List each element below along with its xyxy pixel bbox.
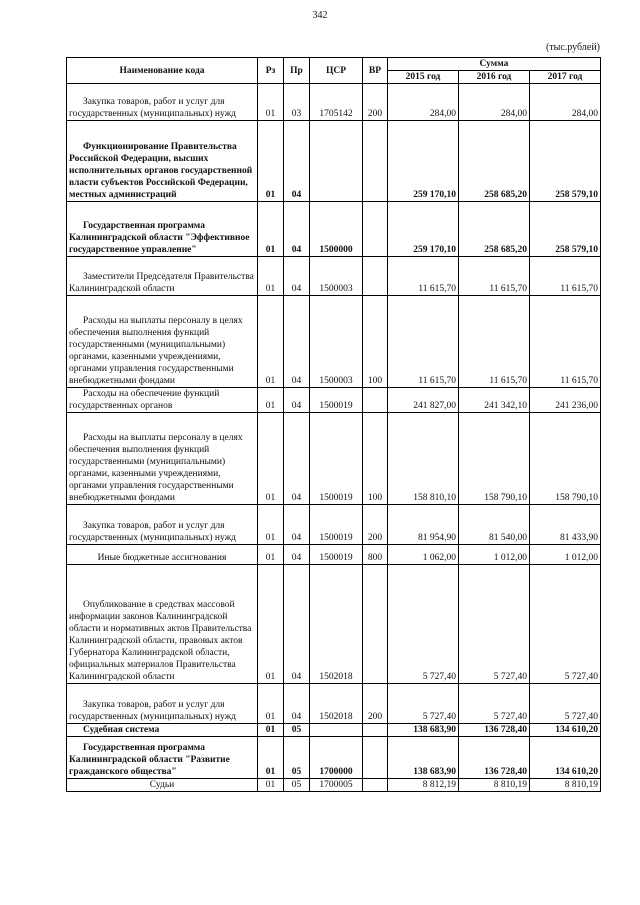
table-row (67, 388, 601, 413)
row-rz: 01 (258, 413, 284, 505)
row-vr (363, 121, 388, 202)
row-2015: 81 954,90 (388, 505, 459, 545)
row-pr: 04 (284, 296, 310, 388)
row-vr: 200 (363, 505, 388, 545)
row-2017: 5 727,40 (530, 684, 601, 724)
row-2017: 81 433,90 (530, 505, 601, 545)
row-name: Заместители Председателя Правительства Калининградской области (67, 257, 258, 296)
row-csr: 1502018 (310, 565, 363, 684)
row-name: Иные бюджетные ассигнования (67, 545, 258, 565)
row-name: Расходы на выплаты персоналу в целях обеспечения выполнения функций государственными (муниципальными) органами, казенными учреждениями, органами управления государственными внебюджетными фондами (67, 413, 258, 505)
row-2015: 259 170,10 (388, 202, 459, 257)
header-2015: 2015 год (388, 71, 459, 84)
row-2015: 138 683,90 (388, 724, 459, 737)
row-vr (363, 724, 388, 737)
row-2017: 1 012,00 (530, 545, 601, 565)
row-pr: 04 (284, 121, 310, 202)
row-2015: 11 615,70 (388, 257, 459, 296)
row-rz: 01 (258, 296, 284, 388)
row-pr: 04 (284, 505, 310, 545)
row-2017: 134 610,20 (530, 737, 601, 779)
row-csr: 1500019 (310, 413, 363, 505)
row-rz: 01 (258, 84, 284, 121)
table-row (67, 684, 601, 724)
row-2015: 5 727,40 (388, 565, 459, 684)
row-pr: 03 (284, 84, 310, 121)
row-name: Судебная система (67, 724, 258, 737)
row-vr (363, 202, 388, 257)
row-2017: 241 236,00 (530, 388, 601, 413)
row-csr (310, 724, 363, 737)
row-vr (363, 565, 388, 684)
table-row (67, 737, 601, 779)
table-row (67, 505, 601, 545)
row-2016: 11 615,70 (459, 296, 530, 388)
row-name: Функционирование Правительства Российской Федерации, высших исполнительных органов государственной власти субъектов Российской Федерации, местных администраций (67, 121, 258, 202)
table-row (67, 84, 601, 121)
row-rz: 01 (258, 565, 284, 684)
row-2017: 8 810,19 (530, 779, 601, 792)
units-label: (тыс.рублей) (545, 42, 600, 53)
row-2015: 8 812,19 (388, 779, 459, 792)
row-2016: 284,00 (459, 84, 530, 121)
row-2015: 158 810,10 (388, 413, 459, 505)
row-rz: 01 (258, 779, 284, 792)
row-2017: 258 579,10 (530, 121, 601, 202)
header-vr: ВР (363, 58, 388, 84)
table-row (67, 257, 601, 296)
row-2016: 11 615,70 (459, 257, 530, 296)
row-csr: 1700005 (310, 779, 363, 792)
row-csr (310, 121, 363, 202)
row-2016: 81 540,00 (459, 505, 530, 545)
row-2016: 136 728,40 (459, 737, 530, 779)
row-2016: 258 685,20 (459, 202, 530, 257)
budget-table (66, 57, 601, 792)
row-name: Судьи (67, 779, 258, 792)
row-2017: 258 579,10 (530, 202, 601, 257)
row-csr: 1500003 (310, 257, 363, 296)
row-2017: 134 610,20 (530, 724, 601, 737)
header-sum: Сумма (388, 58, 601, 71)
row-csr: 1500003 (310, 296, 363, 388)
row-name: Расходы на выплаты персоналу в целях обеспечения выполнения функций государственными (муниципальными) органами, казенными учреждениями, органами управления государственными внебюджетными фондами (67, 296, 258, 388)
row-rz: 01 (258, 121, 284, 202)
row-name: Расходы на обеспечение функций государственных органов (67, 388, 258, 413)
row-pr: 05 (284, 779, 310, 792)
row-pr: 04 (284, 413, 310, 505)
row-vr (363, 388, 388, 413)
row-vr: 100 (363, 296, 388, 388)
row-2015: 11 615,70 (388, 296, 459, 388)
table-row (67, 296, 601, 388)
row-pr: 04 (284, 545, 310, 565)
table-row (67, 121, 601, 202)
row-name: Закупка товаров, работ и услуг для государственных (муниципальных) нужд (67, 505, 258, 545)
row-pr: 04 (284, 684, 310, 724)
table-row (67, 779, 601, 792)
row-vr: 200 (363, 684, 388, 724)
row-2016: 5 727,40 (459, 565, 530, 684)
row-vr (363, 737, 388, 779)
row-vr (363, 779, 388, 792)
row-name: Государственная программа Калининградской области "Развитие гражданского общества" (67, 737, 258, 779)
row-rz: 01 (258, 684, 284, 724)
header-name: Наименование кода (67, 58, 258, 84)
row-2015: 241 827,00 (388, 388, 459, 413)
row-2017: 284,00 (530, 84, 601, 121)
row-csr: 1700000 (310, 737, 363, 779)
row-2015: 5 727,40 (388, 684, 459, 724)
table-row (67, 202, 601, 257)
table-row (67, 413, 601, 505)
page-number: 342 (312, 10, 328, 21)
row-rz: 01 (258, 724, 284, 737)
row-csr: 1500000 (310, 202, 363, 257)
row-rz: 01 (258, 202, 284, 257)
row-2016: 241 342,10 (459, 388, 530, 413)
header-pr: Пр (284, 58, 310, 84)
row-2015: 1 062,00 (388, 545, 459, 565)
row-2016: 1 012,00 (459, 545, 530, 565)
row-2016: 136 728,40 (459, 724, 530, 737)
row-2017: 5 727,40 (530, 565, 601, 684)
header-rz: Рз (258, 58, 284, 84)
row-csr: 1500019 (310, 388, 363, 413)
row-csr: 1705142 (310, 84, 363, 121)
table-row (67, 565, 601, 684)
row-name: Закупка товаров, работ и услуг для государственных (муниципальных) нужд (67, 684, 258, 724)
row-2016: 158 790,10 (459, 413, 530, 505)
row-2016: 8 810,19 (459, 779, 530, 792)
row-rz: 01 (258, 545, 284, 565)
row-vr: 200 (363, 84, 388, 121)
row-2015: 259 170,10 (388, 121, 459, 202)
row-name: Опубликование в средствах массовой информации законов Калининградской области и нормативных актов Правительства Калининградской области, правовых актов Губернатора Калининградской области, официальных материалов Правительства Калининградской области (67, 565, 258, 684)
row-vr (363, 257, 388, 296)
row-2015: 284,00 (388, 84, 459, 121)
row-rz: 01 (258, 737, 284, 779)
row-2016: 258 685,20 (459, 121, 530, 202)
row-2016: 5 727,40 (459, 684, 530, 724)
header-2017: 2017 год (530, 71, 601, 84)
row-2017: 11 615,70 (530, 296, 601, 388)
row-vr: 800 (363, 545, 388, 565)
header-csr: ЦСР (310, 58, 363, 84)
table-row (67, 724, 601, 737)
row-pr: 04 (284, 202, 310, 257)
row-pr: 05 (284, 724, 310, 737)
row-csr: 1500019 (310, 505, 363, 545)
row-pr: 04 (284, 388, 310, 413)
row-rz: 01 (258, 505, 284, 545)
row-vr: 100 (363, 413, 388, 505)
row-pr: 05 (284, 737, 310, 779)
row-2017: 11 615,70 (530, 257, 601, 296)
row-rz: 01 (258, 257, 284, 296)
row-2015: 138 683,90 (388, 737, 459, 779)
row-name: Государственная программа Калининградской области "Эффективное государственное управление" (67, 202, 258, 257)
row-csr: 1502018 (310, 684, 363, 724)
row-pr: 04 (284, 565, 310, 684)
table-row (67, 545, 601, 565)
header-2016: 2016 год (459, 71, 530, 84)
row-csr: 1500019 (310, 545, 363, 565)
row-name: Закупка товаров, работ и услуг для государственных (муниципальных) нужд (67, 84, 258, 121)
row-rz: 01 (258, 388, 284, 413)
row-pr: 04 (284, 257, 310, 296)
row-2017: 158 790,10 (530, 413, 601, 505)
